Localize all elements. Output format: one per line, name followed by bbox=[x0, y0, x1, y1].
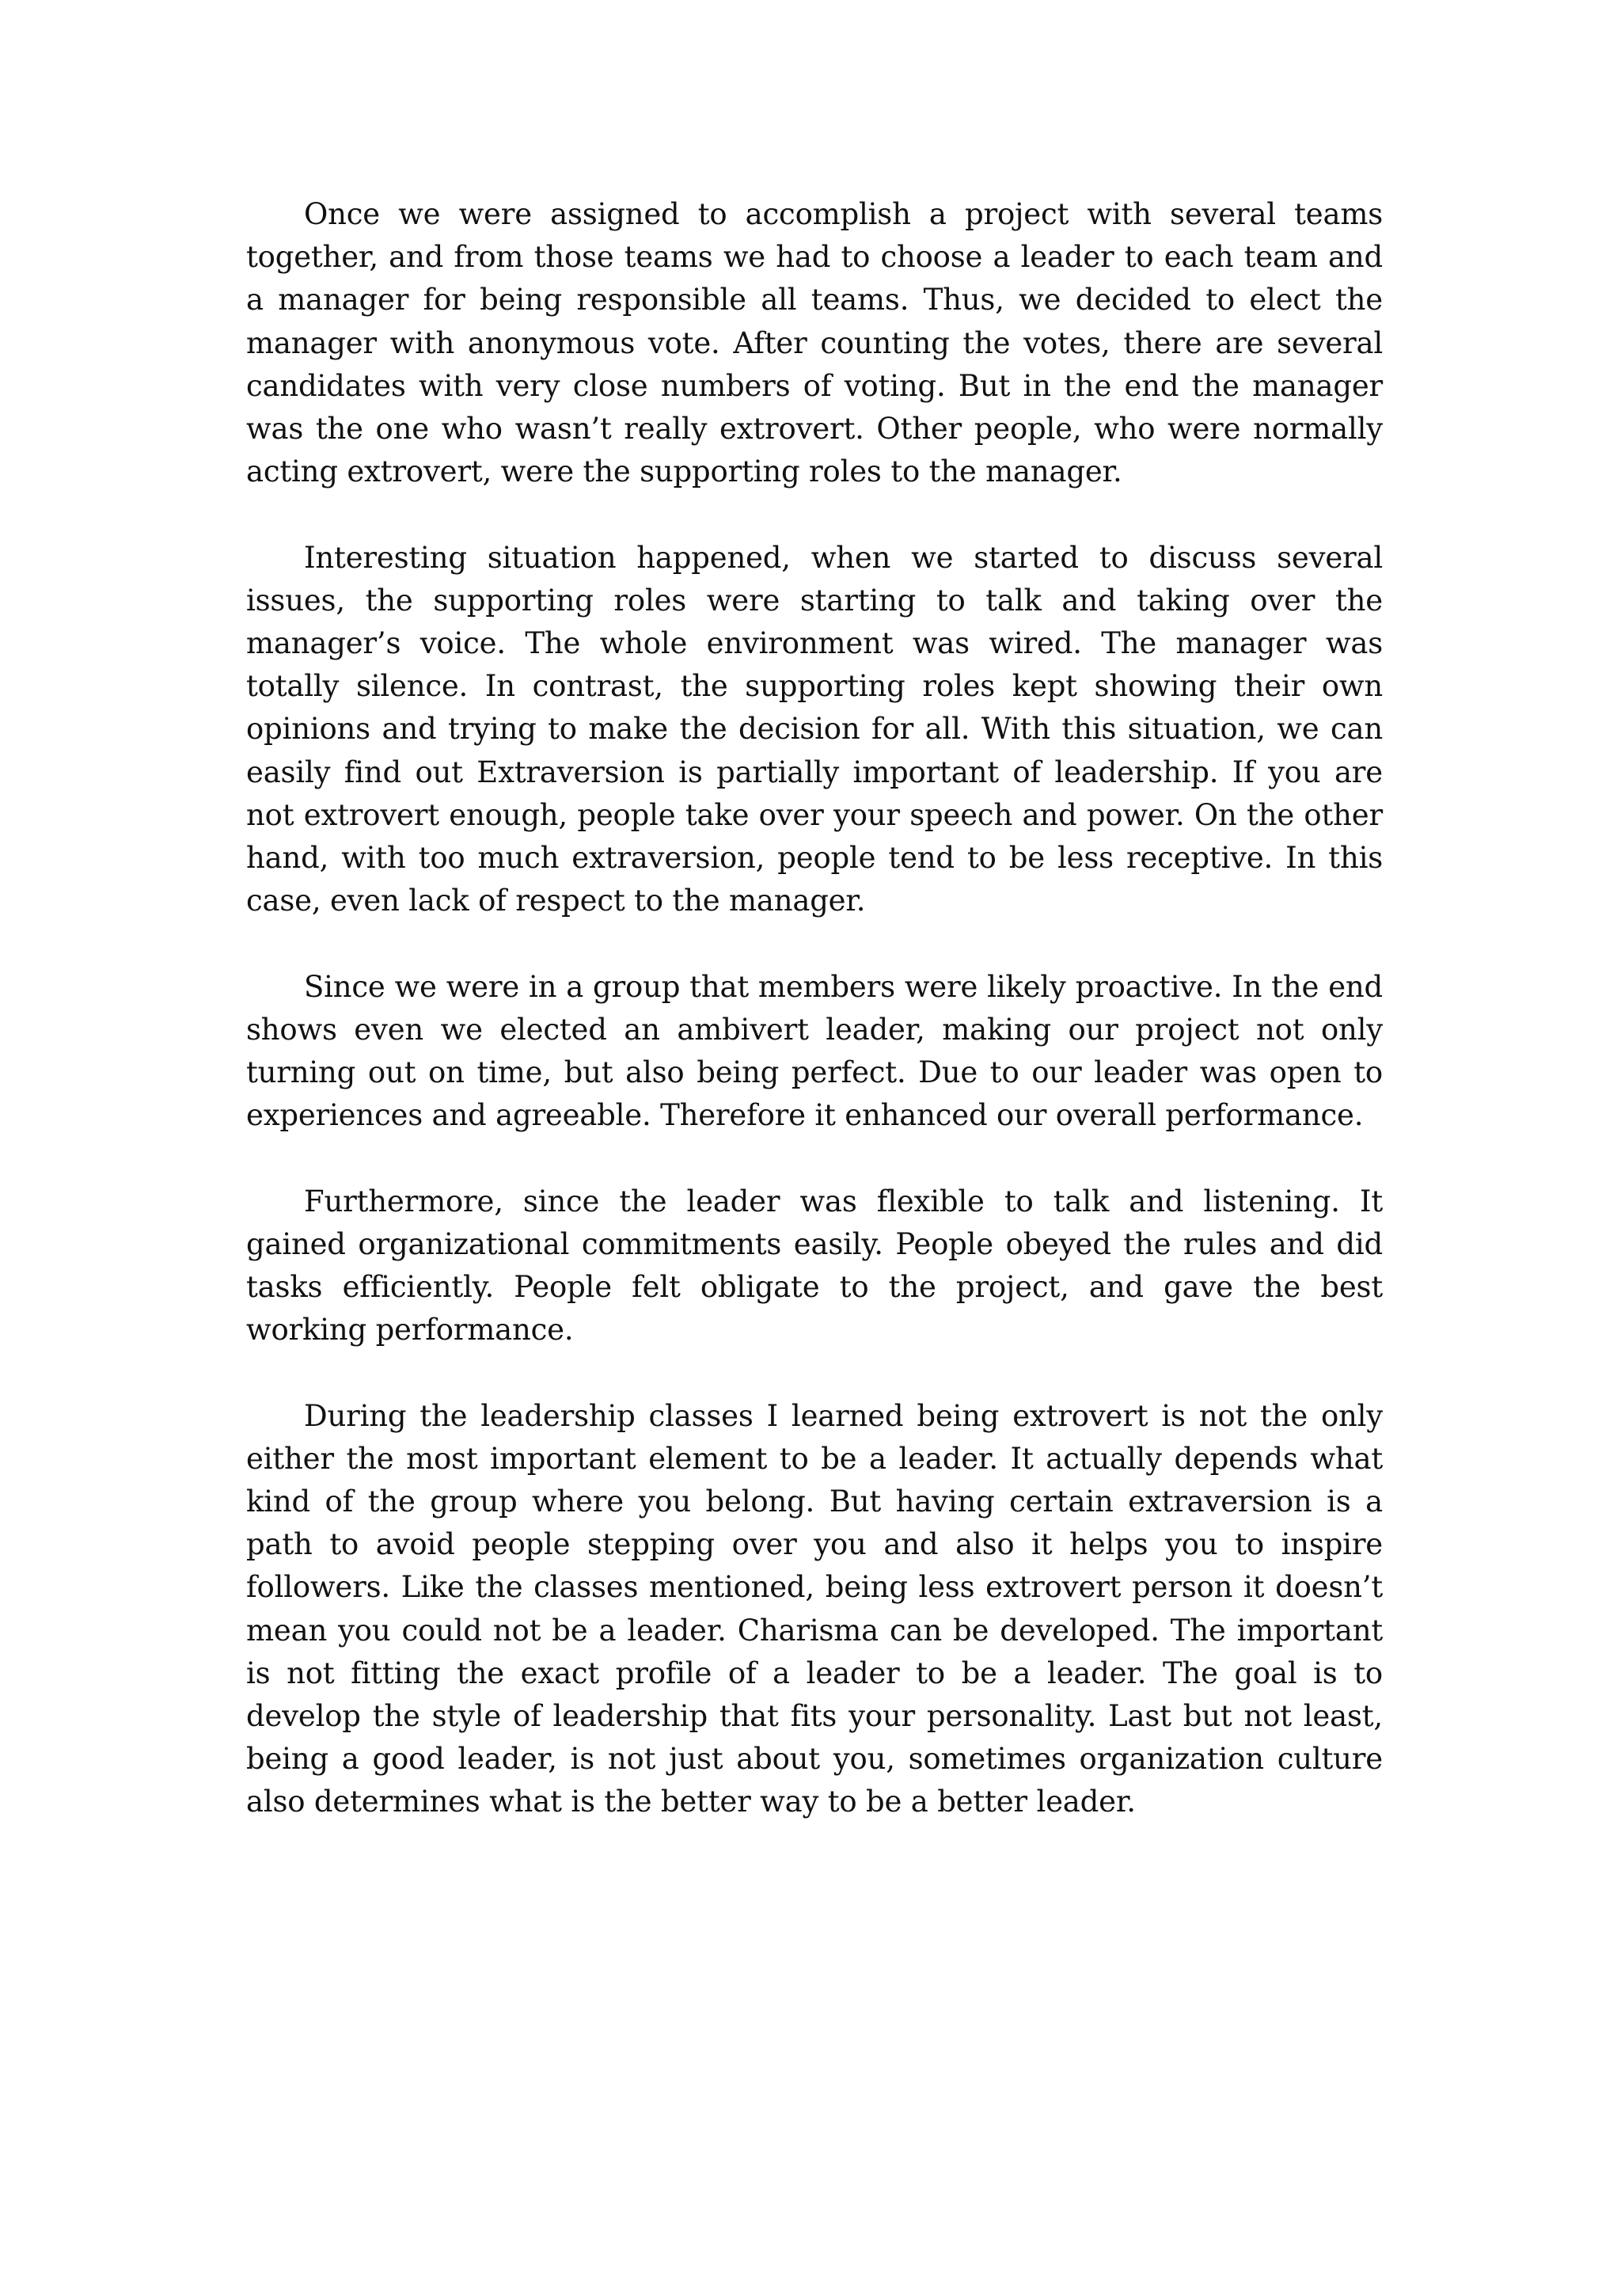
paragraph-3: Since we were in a group that members were likely proactive. In the end shows even we elected an ambivert leader, making our project not only turning out on time, but also being perfect. Due to our leader was open to experiences and agreeable. Therefore it enhanced our overall performance. bbox=[246, 969, 1383, 1133]
paragraph-4: Furthermore, since the leader was flexible to talk and listening. It gained organizational commitments easily. People obeyed the rules and did tasks efficiently. People felt obligate to the project, and gave the best working performance. bbox=[246, 1184, 1383, 1348]
document-body bbox=[246, 193, 1383, 1824]
paragraph-1: Once we were assigned to accomplish a project with several teams together, and from those teams we had to choose a leader to each team and a manager for being responsible all teams. Thus, we decided to elect the manager with anonymous vote. After counting the votes, there are several candidates with very close numbers of voting. But in the end the manager was the one who wasn’t really extrovert. Other people, who were normally acting extrovert, were the supporting roles to the manager. bbox=[246, 197, 1383, 489]
paragraph-5: During the leadership classes I learned being extrovert is not the only either the most important element to be a leader. It actually depends what kind of the group where you belong. But having certain extraversion is a path to avoid people stepping over you and also it helps you to inspire followers. Like the classes mentioned, being less extrovert person it doesn’t mean you could not be a leader. Charisma can be developed. The important is not fitting the exact profile of a leader to be a leader. The goal is to develop the style of leadership that fits your personality. Last but not least, being a good leader, is not just about you, sometimes organization culture also determines what is the better way to be a better leader. bbox=[246, 1398, 1383, 1819]
paragraph-2: Interesting situation happened, when we started to discuss several issues, the supporting roles were starting to talk and taking over the manager’s voice. The whole environment was wired. The manager was totally silence. In contrast, the supporting roles kept showing their own opinions and trying to make the decision for all. With this situation, we can easily find out Extraversion is partially important of leadership. If you are not extrovert enough, people take over your speech and power. On the other hand, with too much extraversion, people tend to be less receptive. In this case, even lack of respect to the manager. bbox=[246, 540, 1383, 918]
